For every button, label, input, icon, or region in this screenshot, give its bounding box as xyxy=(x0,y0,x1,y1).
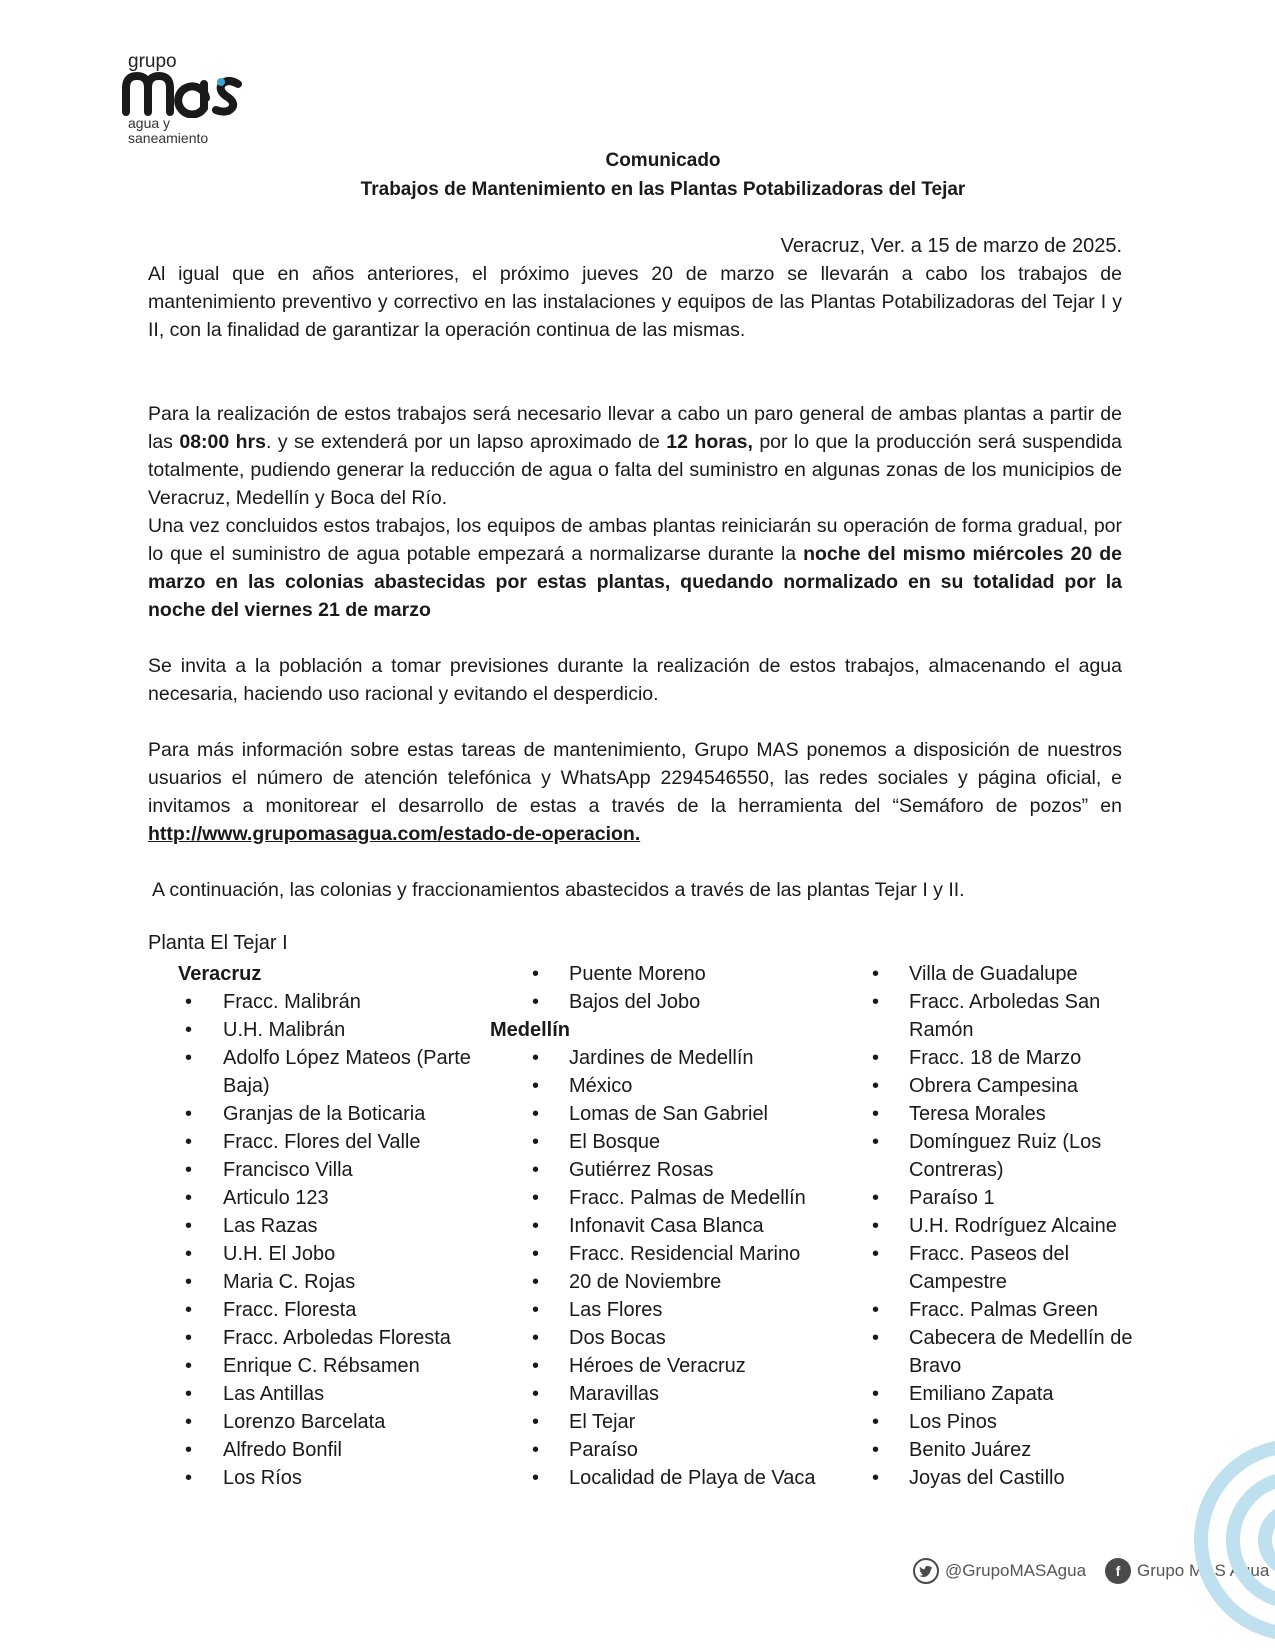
list-item xyxy=(178,1128,478,1156)
twitter-link[interactable] xyxy=(913,1558,1086,1584)
list-item xyxy=(178,1240,478,1268)
list-item-label: Paraíso xyxy=(569,1439,638,1461)
list-item-label: Los Pinos xyxy=(909,1411,997,1433)
paragraph-restoration xyxy=(148,512,1122,624)
list-item-label: Joyas del Castillo xyxy=(909,1467,1065,1489)
list-item-label: Las Antillas xyxy=(223,1383,325,1405)
list-item xyxy=(178,1100,478,1128)
list-item xyxy=(865,1408,1135,1436)
bullet-icon: • xyxy=(532,1439,540,1461)
list-item xyxy=(525,1044,825,1072)
bullet-icon: • xyxy=(532,1047,540,1069)
list-item-label: Fracc. Flores del Valle xyxy=(223,1131,421,1153)
restoration-highlight: noche del mismo miércoles 20 de marzo en las colonias abastecidas por estas plantas, quedando normalizado en su totalidad por la noche del viernes 21 de marzo xyxy=(148,543,1122,621)
list-item-label: 20 de Noviembre xyxy=(569,1271,722,1293)
list-item-label: Lomas de San Gabriel xyxy=(569,1103,769,1125)
list-item xyxy=(178,1464,478,1492)
logo-mark xyxy=(120,68,250,118)
list-item-label: Articulo 123 xyxy=(223,1187,329,1209)
list-item xyxy=(525,1184,825,1212)
list-item-label: Fracc. Palmas de Medellín xyxy=(569,1187,806,1209)
schedule-text-a: Para la realización de estos trabajos será necesario llevar a cabo un paro general de ambas plantas a partir de las xyxy=(148,403,1122,453)
logo-top-text: grupo xyxy=(128,51,177,72)
bullet-icon: • xyxy=(872,1215,880,1237)
bullet-icon: • xyxy=(532,1215,540,1237)
city-heading-veracruz: Veracruz xyxy=(178,963,262,985)
list-item xyxy=(865,1240,1135,1296)
bullet-icon: • xyxy=(532,1131,540,1153)
list-item-label: Enrique C. Rébsamen xyxy=(223,1355,420,1377)
status-page-link[interactable]: http://www.grupomasagua.com/estado-de-operacion. xyxy=(148,823,641,845)
list-item xyxy=(178,1184,478,1212)
list-item xyxy=(865,1464,1135,1492)
bullet-icon: • xyxy=(185,1243,193,1265)
list-item xyxy=(525,988,825,1016)
bullet-icon: • xyxy=(532,1299,540,1321)
bullet-icon: • xyxy=(532,1075,540,1097)
list-item-label: El Bosque xyxy=(569,1131,661,1153)
list-item xyxy=(525,1072,825,1100)
list-item-label: Adolfo López Mateos (Parte Baja) xyxy=(223,1047,471,1097)
bullet-icon: • xyxy=(185,1383,193,1405)
column-middle xyxy=(490,960,825,1492)
list-item xyxy=(525,1352,825,1380)
list-item xyxy=(525,1240,825,1268)
document-title: Comunicado xyxy=(605,150,721,171)
list-item xyxy=(178,1380,478,1408)
list-item xyxy=(178,1408,478,1436)
bullet-icon: • xyxy=(532,1467,540,1489)
list-item-label: Granjas de la Boticaria xyxy=(223,1103,426,1125)
bullet-icon: • xyxy=(872,1131,880,1153)
medellin-list xyxy=(525,1044,825,1492)
list-item xyxy=(525,960,825,988)
list-item-label: Fracc. 18 de Marzo xyxy=(909,1047,1082,1069)
list-item xyxy=(525,1212,825,1240)
bullet-icon: • xyxy=(532,1383,540,1405)
logo-tagline xyxy=(128,116,208,146)
list-item-label: Lorenzo Barcelata xyxy=(223,1411,386,1433)
decorative-waves-graphic xyxy=(1185,1400,1275,1650)
paragraph-schedule xyxy=(148,400,1122,512)
list-item xyxy=(865,1324,1135,1380)
list-item-label: Los Ríos xyxy=(223,1467,302,1489)
list-item-label: U.H. El Jobo xyxy=(223,1243,336,1265)
bullet-icon: • xyxy=(532,963,540,985)
list-item xyxy=(525,1380,825,1408)
bullet-icon: • xyxy=(532,1411,540,1433)
list-item xyxy=(525,1464,825,1492)
list-item xyxy=(178,1352,478,1380)
list-item-label: Fracc. Paseos del Campestre xyxy=(909,1243,1070,1293)
bullet-icon: • xyxy=(872,1243,880,1265)
list-item-label: Infonavit Casa Blanca xyxy=(569,1215,764,1237)
list-item-label: U.H. Rodríguez Alcaine xyxy=(909,1215,1117,1237)
bullet-icon: • xyxy=(872,1299,880,1321)
bullet-icon: • xyxy=(185,1131,193,1153)
list-item xyxy=(178,1044,478,1100)
list-item-label: Obrera Campesina xyxy=(909,1075,1078,1097)
list-item xyxy=(525,1156,825,1184)
bullet-icon: • xyxy=(185,1467,193,1489)
list-item-label: Las Razas xyxy=(223,1215,318,1237)
bullet-icon: • xyxy=(185,1019,193,1041)
bullet-icon: • xyxy=(532,1187,540,1209)
list-item xyxy=(865,988,1135,1044)
document-date: Veracruz, Ver. a 15 de marzo de 2025. xyxy=(780,235,1122,257)
facebook-name: Grupo MAS Agua xyxy=(1137,1561,1270,1580)
bullet-icon: • xyxy=(532,1355,540,1377)
schedule-text-b: . y se extenderá por un lapso aproximado de xyxy=(265,431,667,453)
schedule-text-c: por lo que la producción será suspendida totalmente, pudiendo generar la reducción de agua o falta del suministro en algunas zonas de los municipios de Veracruz, Medellín y Boca del Río. xyxy=(148,431,1122,509)
list-item-label: U.H. Malibrán xyxy=(223,1019,346,1041)
list-item xyxy=(178,1296,478,1324)
list-item-label: Fracc. Residencial Marino xyxy=(569,1243,801,1265)
list-item-label: Teresa Morales xyxy=(909,1103,1046,1125)
plant-title: Planta El Tejar I xyxy=(148,932,288,954)
bullet-icon: • xyxy=(872,1439,880,1461)
bullet-icon: • xyxy=(872,1327,880,1349)
list-item xyxy=(178,988,478,1016)
bullet-icon: • xyxy=(185,1187,193,1209)
bullet-icon: • xyxy=(532,1159,540,1181)
list-item xyxy=(178,1016,478,1044)
list-item xyxy=(525,1436,825,1464)
bullet-icon: • xyxy=(872,1187,880,1209)
list-item-label: Emiliano Zapata xyxy=(909,1383,1054,1405)
list-item xyxy=(865,1184,1135,1212)
bullet-icon: • xyxy=(185,1439,193,1461)
bullet-icon: • xyxy=(532,1103,540,1125)
list-item xyxy=(178,1268,478,1296)
list-item xyxy=(525,1268,825,1296)
grupo-mas-logo xyxy=(120,52,260,152)
list-item xyxy=(525,1100,825,1128)
list-item xyxy=(178,1156,478,1184)
bullet-icon: • xyxy=(185,991,193,1013)
list-item-label: Héroes de Veracruz xyxy=(569,1355,746,1377)
list-item-label: Fracc. Palmas Green xyxy=(909,1299,1098,1321)
bullet-icon: • xyxy=(532,1271,540,1293)
bullet-icon: • xyxy=(185,1355,193,1377)
list-item-label: Benito Juárez xyxy=(909,1439,1032,1461)
list-item-label: Francisco Villa xyxy=(223,1159,353,1181)
list-item xyxy=(865,1128,1135,1184)
duration: 12 horas, xyxy=(666,431,753,453)
city-heading-medellin: Medellín xyxy=(490,1019,571,1041)
list-item xyxy=(865,1072,1135,1100)
list-item-label: Villa de Guadalupe xyxy=(909,963,1078,985)
list-item-label: Fracc. Malibrán xyxy=(223,991,361,1013)
list-item xyxy=(865,1212,1135,1240)
bullet-icon: • xyxy=(872,963,880,985)
bullet-icon: • xyxy=(185,1159,193,1181)
paragraph-intro: Al igual que en años anteriores, el próximo jueves 20 de marzo se llevarán a cabo los trabajos de mantenimiento preventivo y correctivo en las instalaciones y equipos de las Plantas Potabilizadoras del Tejar I y II, con la finalidad de garantizar la operación continua de las mismas. xyxy=(148,263,1122,341)
list-item-label: Alfredo Bonfil xyxy=(223,1439,342,1461)
list-item-label: Puente Moreno xyxy=(569,963,706,985)
list-item-label: Bajos del Jobo xyxy=(569,991,701,1013)
list-item xyxy=(178,1324,478,1352)
list-item-label: Maria C. Rojas xyxy=(223,1271,356,1293)
bullet-icon: • xyxy=(185,1047,193,1069)
list-item xyxy=(525,1128,825,1156)
bullet-icon: • xyxy=(185,1215,193,1237)
paragraph-list-intro: A continuación, las colonias y fraccionamientos abastecidos a través de las plantas Tejar I y II. xyxy=(152,879,965,901)
list-item-label: Domínguez Ruiz (Los Contreras) xyxy=(909,1131,1102,1181)
list-item-label: Jardines de Medellín xyxy=(569,1047,754,1069)
bullet-icon: • xyxy=(185,1103,193,1125)
contact-text: Para más información sobre estas tareas de mantenimiento, Grupo MAS ponemos a disposición de nuestros usuarios el número de atención telefónica y WhatsApp 2294546550, las redes sociales y página oficial, e invitamos a monitorear el desarrollo de estas a través de la herramienta del “Semáforo de pozos” en xyxy=(148,739,1122,817)
list-item xyxy=(178,1436,478,1464)
list-item-label: Cabecera de Medellín de Bravo xyxy=(909,1327,1133,1377)
bullet-icon: • xyxy=(872,1103,880,1125)
list-item-label: Las Flores xyxy=(569,1299,663,1321)
bullet-icon: • xyxy=(532,1327,540,1349)
bullet-icon: • xyxy=(872,991,880,1013)
start-time: 08:00 hrs xyxy=(179,431,266,453)
list-item-label: El Tejar xyxy=(569,1411,636,1433)
paragraph-advice: Se invita a la población a tomar previsiones durante la realización de estos trabajos, almacenando el agua necesaria, haciendo uso racional y evitando el desperdicio. xyxy=(148,655,1122,705)
bullet-icon: • xyxy=(185,1327,193,1349)
list-item xyxy=(865,1436,1135,1464)
twitter-bird-icon xyxy=(913,1558,939,1584)
bullet-icon: • xyxy=(872,1047,880,1069)
veracruz-list-continued xyxy=(525,960,825,1016)
medellin-list-continued xyxy=(865,960,1135,1492)
list-item-label: Fracc. Floresta xyxy=(223,1299,357,1321)
document-subtitle: Trabajos de Mantenimiento en las Plantas Potabilizadoras del Tejar xyxy=(360,179,966,200)
bullet-icon: • xyxy=(872,1383,880,1405)
twitter-handle: @GrupoMASAgua xyxy=(945,1561,1087,1580)
list-item xyxy=(865,1380,1135,1408)
bullet-icon: • xyxy=(532,991,540,1013)
bullet-icon: • xyxy=(872,1467,880,1489)
list-item xyxy=(865,1296,1135,1324)
list-item-label: Fracc. Arboledas San Ramón xyxy=(909,991,1101,1041)
column-veracruz xyxy=(178,960,478,1492)
list-item xyxy=(525,1408,825,1436)
bullet-icon: • xyxy=(185,1299,193,1321)
list-item-label: Localidad de Playa de Vaca xyxy=(569,1467,816,1489)
column-medellin-continued xyxy=(865,960,1135,1492)
list-item xyxy=(178,1212,478,1240)
list-item xyxy=(525,1296,825,1324)
list-item-label: Maravillas xyxy=(569,1383,660,1405)
restoration-text: Una vez concluidos estos trabajos, los equipos de ambas plantas reiniciarán su operación de forma gradual, por lo que el suministro de agua potable empezará a normalizarse durante la xyxy=(148,515,1122,565)
veracruz-list xyxy=(178,988,478,1492)
facebook-f-icon: f xyxy=(1105,1558,1131,1584)
list-item xyxy=(525,1324,825,1352)
list-item-label: Fracc. Arboledas Floresta xyxy=(223,1327,451,1349)
bullet-icon: • xyxy=(185,1271,193,1293)
list-item xyxy=(865,960,1135,988)
bullet-icon: • xyxy=(872,1075,880,1097)
list-item-label: México xyxy=(569,1075,633,1097)
logo-tagline-line1: agua y xyxy=(128,115,171,131)
bullet-icon: • xyxy=(872,1411,880,1433)
list-item xyxy=(865,1044,1135,1072)
list-item-label: Gutiérrez Rosas xyxy=(569,1159,714,1181)
list-item xyxy=(865,1100,1135,1128)
logo-tagline-line2: saneamiento xyxy=(128,130,209,146)
bullet-icon: • xyxy=(185,1411,193,1433)
list-item-label: Paraíso 1 xyxy=(909,1187,995,1209)
bullet-icon: • xyxy=(532,1243,540,1265)
paragraph-contact xyxy=(148,736,1122,848)
list-item-label: Dos Bocas xyxy=(569,1327,666,1349)
